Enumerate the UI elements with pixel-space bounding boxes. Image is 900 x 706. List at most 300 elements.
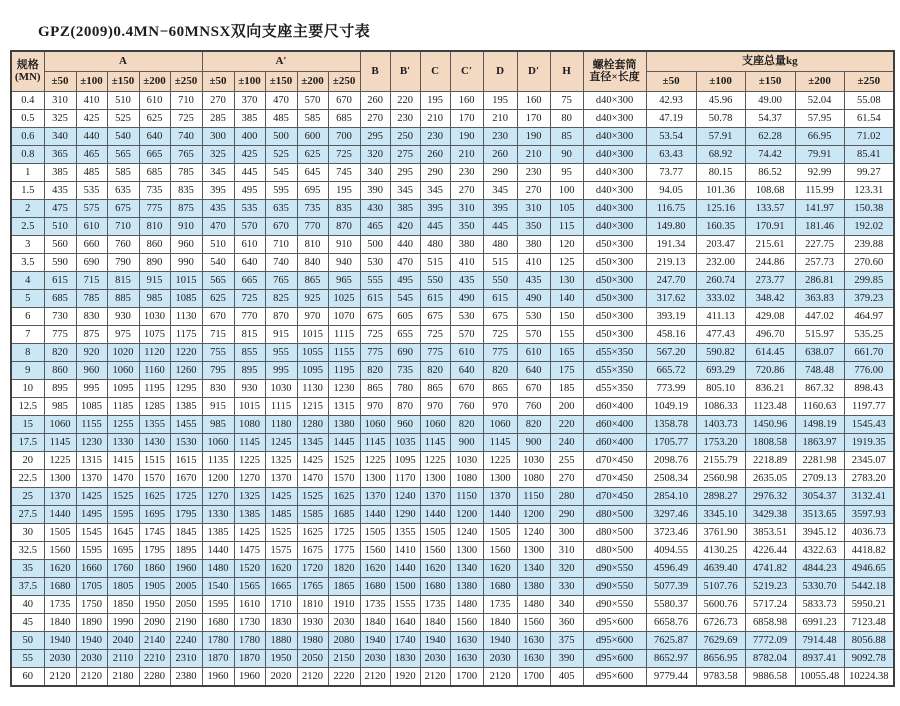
value-cell: 515 [483, 254, 517, 272]
value-cell: 775 [44, 326, 76, 344]
value-cell: 108.68 [745, 182, 795, 200]
value-cell: 1403.73 [696, 416, 745, 434]
value-cell: 1060 [202, 434, 234, 452]
value-cell: 867.32 [795, 380, 844, 398]
value-cell: 181.46 [795, 218, 844, 236]
value-cell: 710 [107, 218, 139, 236]
value-cell: 855 [234, 344, 265, 362]
value-cell: 570 [450, 326, 483, 344]
value-cell: 1245 [265, 434, 297, 452]
value-cell: 1810 [297, 596, 328, 614]
value-cell: 535 [234, 200, 265, 218]
table-row [11, 668, 894, 687]
value-cell: 1358.78 [646, 416, 696, 434]
value-cell: 1560 [44, 542, 76, 560]
value-cell: 1530 [170, 434, 202, 452]
bolt-cell: 165 [550, 344, 583, 362]
value-cell: 955 [265, 344, 297, 362]
value-cell: 1808.58 [745, 434, 795, 452]
table-row [11, 596, 894, 614]
value-cell: 1085 [170, 290, 202, 308]
value-cell: 1070 [328, 308, 360, 326]
header-row-groups [11, 51, 894, 72]
table-row [11, 524, 894, 542]
value-cell: 515 [420, 254, 450, 272]
value-cell: 610 [234, 236, 265, 254]
value-cell: 290 [420, 164, 450, 182]
value-cell: 1060 [360, 416, 390, 434]
value-cell: 5600.76 [696, 596, 745, 614]
value-cell: 430 [360, 200, 390, 218]
value-cell: 1145 [360, 434, 390, 452]
value-cell: d55×350 [583, 380, 646, 398]
value-cell: 1425 [234, 524, 265, 542]
value-cell: 610 [517, 344, 550, 362]
value-cell: 285 [202, 110, 234, 128]
table-row [11, 92, 894, 110]
value-cell: 465 [76, 146, 107, 164]
value-cell: 1440 [483, 506, 517, 524]
subheader-aprime-200: ±200 [297, 72, 328, 92]
value-cell: 1505 [44, 524, 76, 542]
value-cell: 1030 [517, 452, 550, 470]
value-cell: 610 [450, 344, 483, 362]
value-cell: 1990 [107, 614, 139, 632]
value-cell: d40×300 [583, 164, 646, 182]
value-cell: 985 [139, 290, 170, 308]
value-cell: 6858.98 [745, 614, 795, 632]
value-cell: 2180 [107, 668, 139, 687]
value-cell: 71.02 [844, 128, 894, 146]
value-cell: 257.73 [795, 254, 844, 272]
value-cell: 1240 [450, 524, 483, 542]
value-cell: 295 [360, 128, 390, 146]
value-cell: 1270 [202, 488, 234, 506]
value-cell: 1615 [170, 452, 202, 470]
value-cell: 970 [420, 398, 450, 416]
value-cell: 42.93 [646, 92, 696, 110]
value-cell: 1940 [44, 632, 76, 650]
value-cell: 2030 [44, 650, 76, 668]
value-cell: 410 [450, 254, 483, 272]
value-cell: 2040 [107, 632, 139, 650]
value-cell: 1840 [483, 614, 517, 632]
value-cell: 4596.49 [646, 560, 696, 578]
value-cell: 940 [328, 254, 360, 272]
table-row [11, 362, 894, 380]
value-cell: 1440 [390, 560, 420, 578]
value-cell: 1470 [297, 470, 328, 488]
value-cell: 1640 [390, 614, 420, 632]
value-cell: 1625 [297, 524, 328, 542]
value-cell: 780 [390, 380, 420, 398]
value-cell: 1540 [202, 578, 234, 596]
value-cell: 1290 [390, 506, 420, 524]
value-cell: 1060 [107, 362, 139, 380]
value-cell: 1505 [420, 524, 450, 542]
value-cell: 410 [517, 254, 550, 272]
value-cell: 1370 [420, 488, 450, 506]
value-cell: 1030 [139, 308, 170, 326]
value-cell: 1740 [390, 632, 420, 650]
value-cell: 260 [420, 146, 450, 164]
value-cell: 1645 [107, 524, 139, 542]
value-cell: 7914.48 [795, 632, 844, 650]
spec-cell: 15 [11, 416, 44, 434]
value-cell: 865 [420, 380, 450, 398]
value-cell: 675 [360, 308, 390, 326]
bolt-cell: 90 [550, 146, 583, 164]
value-cell: 1145 [420, 434, 450, 452]
value-cell: 1080 [234, 416, 265, 434]
value-cell: 2140 [139, 632, 170, 650]
value-cell: 660 [76, 236, 107, 254]
value-cell: 1620 [265, 560, 297, 578]
value-cell: 215.61 [745, 236, 795, 254]
value-cell: 5717.24 [745, 596, 795, 614]
value-cell: 567.20 [646, 344, 696, 362]
spec-cell: 45 [11, 614, 44, 632]
value-cell: 2560.98 [696, 470, 745, 488]
bolt-cell: 120 [550, 236, 583, 254]
value-cell: 815 [234, 326, 265, 344]
value-cell: 1630 [450, 632, 483, 650]
value-cell: 2345.07 [844, 452, 894, 470]
value-cell: 1840 [44, 614, 76, 632]
value-cell: 970 [360, 398, 390, 416]
spec-cell: 30 [11, 524, 44, 542]
value-cell: 160 [517, 92, 550, 110]
value-cell: 195 [328, 182, 360, 200]
value-cell: 52.04 [795, 92, 844, 110]
value-cell: 1700 [450, 668, 483, 687]
value-cell: 773.99 [646, 380, 696, 398]
value-cell: 1910 [328, 596, 360, 614]
col-group-a-prime: A′ [202, 51, 360, 72]
value-cell: 836.21 [745, 380, 795, 398]
value-cell: 510 [107, 92, 139, 110]
col-header-d: D [483, 51, 517, 92]
value-cell: 4226.44 [745, 542, 795, 560]
value-cell: 898.43 [844, 380, 894, 398]
bolt-cell: 340 [550, 596, 583, 614]
value-cell: 775 [483, 344, 517, 362]
value-cell: 776.00 [844, 362, 894, 380]
value-cell: 420 [390, 218, 420, 236]
value-cell: 1095 [390, 452, 420, 470]
value-cell: 2150 [328, 650, 360, 668]
value-cell: 670 [517, 380, 550, 398]
value-cell: 333.02 [696, 290, 745, 308]
table-row [11, 218, 894, 236]
value-cell: 875 [76, 326, 107, 344]
table-row [11, 380, 894, 398]
value-cell: 900 [517, 434, 550, 452]
value-cell: 700 [328, 128, 360, 146]
value-cell: 970 [483, 398, 517, 416]
value-cell: 2120 [76, 668, 107, 687]
value-cell: 670 [450, 380, 483, 398]
subheader-aprime-250: ±250 [328, 72, 360, 92]
value-cell: 8652.97 [646, 650, 696, 668]
value-cell: 600 [297, 128, 328, 146]
value-cell: 7629.69 [696, 632, 745, 650]
subheader-a-50: ±50 [44, 72, 76, 92]
value-cell: 1385 [170, 398, 202, 416]
value-cell: 1695 [107, 542, 139, 560]
value-cell: 310 [44, 92, 76, 110]
spec-cell: 0.6 [11, 128, 44, 146]
value-cell: d50×300 [583, 326, 646, 344]
value-cell: 2120 [360, 668, 390, 687]
table-row [11, 326, 894, 344]
value-cell: 4639.40 [696, 560, 745, 578]
value-cell: 1220 [170, 344, 202, 362]
spec-cell: 22.5 [11, 470, 44, 488]
value-cell: 1565 [234, 578, 265, 596]
value-cell: 745 [328, 164, 360, 182]
value-cell: d40×300 [583, 218, 646, 236]
value-cell: 765 [170, 146, 202, 164]
value-cell: 475 [44, 200, 76, 218]
value-cell: 1030 [450, 452, 483, 470]
value-cell: d50×300 [583, 236, 646, 254]
value-cell: 1620 [360, 560, 390, 578]
value-cell: 1560 [360, 542, 390, 560]
value-cell: 210 [420, 110, 450, 128]
value-cell: 310 [450, 200, 483, 218]
value-cell: 86.52 [745, 164, 795, 182]
table-row [11, 650, 894, 668]
value-cell: 614.45 [745, 344, 795, 362]
bolt-cell: 95 [550, 164, 583, 182]
value-cell: 790 [107, 254, 139, 272]
value-cell: 1370 [360, 488, 390, 506]
value-cell: 470 [202, 218, 234, 236]
bolt-cell: 255 [550, 452, 583, 470]
value-cell: 1415 [107, 452, 139, 470]
value-cell: 2030 [360, 650, 390, 668]
value-cell: 1440 [202, 542, 234, 560]
value-cell: 2854.10 [646, 488, 696, 506]
value-cell: 1195 [328, 362, 360, 380]
value-cell: 47.19 [646, 110, 696, 128]
value-cell: 1430 [139, 434, 170, 452]
value-cell: d80×500 [583, 524, 646, 542]
value-cell: 470 [390, 254, 420, 272]
value-cell: 170 [517, 110, 550, 128]
table-row [11, 578, 894, 596]
value-cell: 990 [170, 254, 202, 272]
value-cell: 170 [450, 110, 483, 128]
value-cell: 5442.18 [844, 578, 894, 596]
value-cell: 133.57 [745, 200, 795, 218]
value-cell: 1685 [328, 506, 360, 524]
table-body [11, 92, 894, 687]
value-cell: 1725 [328, 524, 360, 542]
value-cell: d60×400 [583, 434, 646, 452]
spec-cell: 5 [11, 290, 44, 308]
value-cell: 1525 [265, 524, 297, 542]
value-cell: 440 [76, 128, 107, 146]
value-cell: 1695 [139, 506, 170, 524]
value-cell: 795 [202, 362, 234, 380]
bolt-cell: 375 [550, 632, 583, 650]
value-cell: 685 [44, 290, 76, 308]
value-cell: 5077.39 [646, 578, 696, 596]
value-cell: 675 [420, 308, 450, 326]
subheader-a-100: ±100 [76, 72, 107, 92]
value-cell: 1200 [202, 470, 234, 488]
value-cell: 1170 [390, 470, 420, 488]
value-cell: d95×600 [583, 668, 646, 687]
value-cell: d40×300 [583, 128, 646, 146]
col-header-h: H [550, 51, 583, 92]
value-cell: 910 [170, 218, 202, 236]
value-cell: 3597.93 [844, 506, 894, 524]
bolt-cell: 320 [550, 560, 583, 578]
value-cell: 1595 [202, 596, 234, 614]
value-cell: 345 [483, 182, 517, 200]
value-cell: 1780 [202, 632, 234, 650]
value-cell: 7772.09 [745, 632, 795, 650]
value-cell: 10224.38 [844, 668, 894, 687]
value-cell: 300 [202, 128, 234, 146]
value-cell: 820 [420, 362, 450, 380]
value-cell: 895 [234, 362, 265, 380]
value-cell: 965 [328, 272, 360, 290]
value-cell: 1940 [360, 632, 390, 650]
value-cell: 1560 [517, 614, 550, 632]
value-cell: 2020 [265, 668, 297, 687]
col-header-b-prime: B′ [390, 51, 420, 92]
value-cell: 661.70 [844, 344, 894, 362]
value-cell: 62.28 [745, 128, 795, 146]
value-cell: 1555 [390, 596, 420, 614]
value-cell: 8937.41 [795, 650, 844, 668]
value-cell: 860 [139, 236, 170, 254]
table-row [11, 416, 894, 434]
value-cell: 2976.32 [745, 488, 795, 506]
value-cell: 3513.65 [795, 506, 844, 524]
value-cell: 625 [202, 290, 234, 308]
value-cell: 1300 [483, 470, 517, 488]
value-cell: 555 [360, 272, 390, 290]
table-row [11, 308, 894, 326]
bolt-cell: 310 [550, 542, 583, 560]
value-cell: 1720 [297, 560, 328, 578]
value-cell: 1215 [297, 398, 328, 416]
value-cell: 379.23 [844, 290, 894, 308]
value-cell: 605 [390, 308, 420, 326]
value-cell: 363.83 [795, 290, 844, 308]
value-cell: 670 [328, 92, 360, 110]
value-cell: 395 [420, 200, 450, 218]
value-cell: 320 [360, 146, 390, 164]
value-cell: 1150 [450, 488, 483, 506]
value-cell: 1570 [328, 470, 360, 488]
value-cell: 7123.48 [844, 614, 894, 632]
spec-cell: 6 [11, 308, 44, 326]
value-cell: 445 [420, 218, 450, 236]
value-cell: 4741.82 [745, 560, 795, 578]
value-cell: 535 [76, 182, 107, 200]
spec-cell: 1.5 [11, 182, 44, 200]
value-cell: 785 [170, 164, 202, 182]
value-cell: 1753.20 [696, 434, 745, 452]
spec-cell: 12.5 [11, 398, 44, 416]
bolt-cell: 300 [550, 524, 583, 542]
value-cell: 615 [420, 290, 450, 308]
value-cell: 1025 [328, 290, 360, 308]
value-cell: 1505 [360, 524, 390, 542]
value-cell: 725 [170, 110, 202, 128]
value-cell: 560 [44, 236, 76, 254]
value-cell: 2120 [483, 668, 517, 687]
value-cell: 1300 [420, 470, 450, 488]
col-header-spec [11, 51, 44, 92]
value-cell: 1300 [517, 542, 550, 560]
value-cell: 1475 [234, 542, 265, 560]
value-cell: 1880 [265, 632, 297, 650]
value-cell: 1840 [420, 614, 450, 632]
value-cell: 1620 [44, 560, 76, 578]
table-row [11, 200, 894, 218]
spec-cell: 3 [11, 236, 44, 254]
value-cell: 2030 [328, 614, 360, 632]
value-cell: 760 [450, 398, 483, 416]
value-cell: 230 [390, 110, 420, 128]
value-cell: 1730 [234, 614, 265, 632]
value-cell: 4322.63 [795, 542, 844, 560]
value-cell: 715 [76, 272, 107, 290]
bolt-cell: 390 [550, 650, 583, 668]
value-cell: 115.99 [795, 182, 844, 200]
value-cell: 1680 [420, 578, 450, 596]
value-cell: d40×300 [583, 182, 646, 200]
value-cell: 610 [139, 92, 170, 110]
value-cell: 1340 [517, 560, 550, 578]
spec-cell: 3.5 [11, 254, 44, 272]
value-cell: 1285 [139, 398, 170, 416]
value-cell: 1355 [139, 416, 170, 434]
spec-cell: 20 [11, 452, 44, 470]
value-cell: 665 [234, 272, 265, 290]
subheader-a-250: ±250 [170, 72, 202, 92]
value-cell: 930 [234, 380, 265, 398]
bolt-cell: 150 [550, 308, 583, 326]
value-cell: 545 [390, 290, 420, 308]
value-cell: 1440 [420, 506, 450, 524]
value-cell: 1585 [297, 506, 328, 524]
value-cell: 1595 [76, 542, 107, 560]
value-cell: 101.36 [696, 182, 745, 200]
table-row [11, 488, 894, 506]
value-cell: 210 [483, 110, 517, 128]
bolt-cell: 240 [550, 434, 583, 452]
value-cell: 690 [76, 254, 107, 272]
value-cell: 530 [360, 254, 390, 272]
value-cell: 585 [297, 110, 328, 128]
value-cell: 585 [107, 164, 139, 182]
value-cell: 3054.37 [795, 488, 844, 506]
value-cell: 10055.48 [795, 668, 844, 687]
value-cell: 570 [297, 92, 328, 110]
spec-cell: 32.5 [11, 542, 44, 560]
value-cell: 1160.63 [795, 398, 844, 416]
value-cell: 8056.88 [844, 632, 894, 650]
value-cell: 385 [234, 110, 265, 128]
